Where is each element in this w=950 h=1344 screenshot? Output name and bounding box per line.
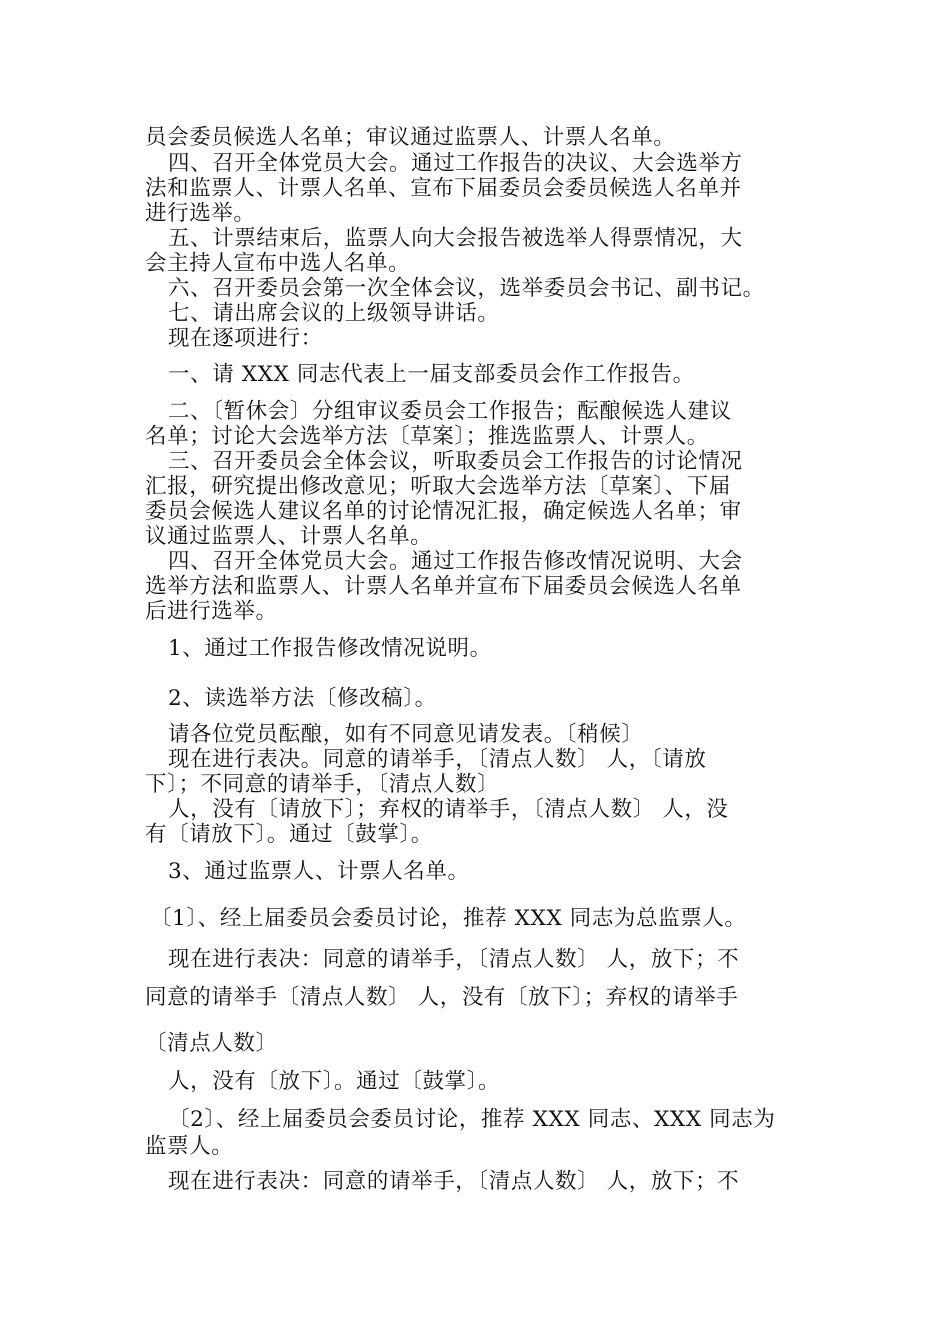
text-line: 3、通过监票人、计票人名单。 <box>168 859 470 884</box>
text-line: 六、召开委员会第一次全体会议，选举委员会书记、副书记。 <box>168 276 765 301</box>
text-line: 四、召开全体党员大会。通过工作报告修改情况说明、大会 <box>168 549 743 574</box>
text-line: 人，没有〔放下〕。通过〔鼓掌〕。 <box>168 1069 501 1094</box>
text-line: 选举方法和监票人、计票人名单并宣布下届委员会候选人名单 <box>145 574 742 599</box>
text-line: 会主持人宣布中选人名单。 <box>145 251 411 276</box>
text-line: 现在进行表决。同意的请举手，〔清点人数〕 人，〔请放 <box>168 747 707 772</box>
text-line: 监票人。 <box>145 1134 234 1159</box>
text-line: 人，没有〔请放下〕；弃权的请举手，〔清点人数〕 人，没 <box>168 797 729 822</box>
text-line: 现在进行表决：同意的请举手，〔清点人数〕 人，放下；不 <box>168 1169 740 1194</box>
text-line: 四、召开全体党员大会。通过工作报告的决议、大会选举方 <box>168 151 743 176</box>
text-line: 名单；讨论大会选举方法〔草案〕；推选监票人、计票人。 <box>145 424 709 449</box>
text-line: 2、读选举方法〔修改稿〕。 <box>168 686 437 711</box>
text-line: 请各位党员酝酿，如有不同意见请发表。〔稍候〕 <box>168 722 644 747</box>
text-line: 议通过监票人、计票人名单。 <box>145 524 433 549</box>
text-line: 1、通过工作报告修改情况说明。 <box>168 636 492 661</box>
text-line: 委员会候选人建议名单的讨论情况汇报，确定候选人名单；审 <box>145 499 742 524</box>
text-line: 七、请出席会议的上级领导讲话。 <box>168 301 500 326</box>
text-line: 员会委员候选人名单；审议通过监票人、计票人名单。 <box>145 125 676 150</box>
text-line: 同意的请举手〔清点人数〕 人，没有〔放下〕；弃权的请举手 <box>145 985 739 1010</box>
text-line: 三、召开委员会全体会议，听取委员会工作报告的讨论情况 <box>168 449 743 474</box>
text-line: 〔2〕、经上届委员会委员讨论，推荐 XXX 同志、XXX 同志为 <box>168 1107 776 1132</box>
text-line: 现在逐项进行： <box>168 326 323 351</box>
text-line: 有〔请放下〕。通过〔鼓掌〕。 <box>145 822 433 847</box>
text-line: 后进行选举。 <box>145 599 278 624</box>
text-line: 下〕；不同意的请举手，〔清点人数〕 <box>145 772 500 797</box>
text-line: 汇报，研究提出修改意见；听取大会选举方法〔草案〕、下届 <box>145 474 731 499</box>
text-line: 现在进行表决：同意的请举手，〔清点人数〕 人，放下；不 <box>168 947 740 972</box>
text-line: 〔1〕、经上届委员会委员讨论，推荐 XXX 同志为总监票人。 <box>150 906 747 931</box>
text-line: 〔清点人数〕 <box>145 1031 278 1056</box>
text-line: 进行选举。 <box>145 201 256 226</box>
text-line: 五、计票结束后，监票人向大会报告被选举人得票情况，大 <box>168 226 743 251</box>
text-line: 二、〔暂休会〕分组审议委员会工作报告；酝酿候选人建议 <box>168 399 732 424</box>
text-line: 一、请 XXX 同志代表上一届支部委员会作工作报告。 <box>168 362 695 387</box>
text-line: 法和监票人、计票人名单、宣布下届委员会委员候选人名单并 <box>145 176 742 201</box>
